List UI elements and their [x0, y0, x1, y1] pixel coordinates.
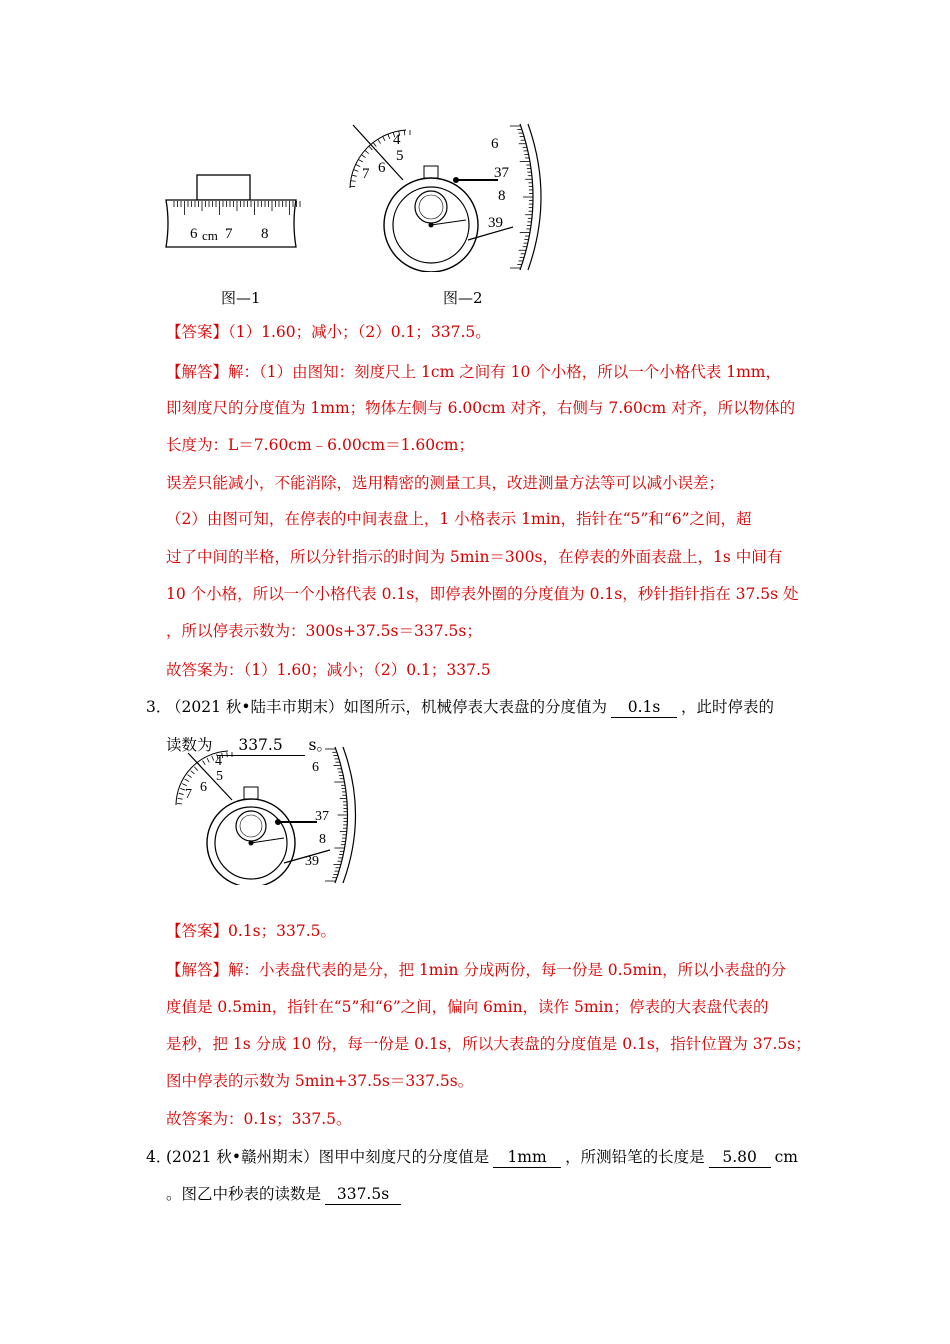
svg-text:8: 8: [498, 188, 506, 204]
ruler-label-7: 7: [225, 226, 233, 242]
q3-solution-line-3: 是秒，把 1s 分成 10 份，每一份是 0.1s，所以大表盘的分度值是 0.1s，指针位置为 37.5s；: [166, 1035, 811, 1053]
svg-text:5: 5: [216, 769, 223, 784]
q2-answer: [166, 322, 491, 342]
q4-stem-line-2: 。图乙中秒表的读数是 337.5s: [166, 1184, 405, 1205]
q2-solution-line-2: 即刻度尺的分度值为 1mm；物体左侧与 6.00cm 对齐，右侧与 7.60cm 对齐，所以物体的: [166, 399, 796, 417]
ruler-label-cm: cm: [202, 228, 218, 243]
svg-text:6: 6: [200, 780, 207, 795]
q3-solution-line-1: 【解答】解：小表盘代表的是分，把 1min 分成两份，每一份是 0.5min，所以小表盘的分: [166, 961, 787, 979]
q3-solution-line-4: 图中停表的示数为 5min+37.5s＝337.5s。: [166, 1072, 474, 1090]
ruler-label-8: 8: [261, 226, 269, 242]
stopwatch-figure-2: [348, 122, 558, 272]
figure-caption-2: 图—2: [443, 289, 483, 307]
figure-caption-1: 图—1: [221, 289, 261, 307]
q2-solution-line-8: ，所以停表示数为：300s+37.5s＝337.5s；: [166, 622, 482, 640]
q2-final-answer: 故答案为：（1）1.60；减小；（2）0.1；337.5: [166, 661, 491, 679]
q4-blank-1: 1mm: [493, 1147, 561, 1168]
solution-tag: 【解答】: [166, 961, 229, 979]
q3-number: 3．: [146, 698, 172, 716]
q2-solution-line-5: （2）由图可知，在停表的中间表盘上，1 小格表示 1min，指针在“5”和“6”之间，超: [166, 510, 752, 528]
svg-text:7: 7: [362, 166, 370, 182]
svg-text:5: 5: [396, 148, 404, 164]
solution-tag: 【解答】: [166, 363, 229, 381]
answer-text: 0.1s；337.5。: [228, 922, 336, 940]
q2-solution-line-1: 【解答】解：（1）由图知：刻度尺上 1cm 之间有 10 个小格，所以一个小格代表 1mm，: [166, 363, 781, 381]
q3-answer: [166, 921, 336, 941]
q2-solution-line-3: 长度为：L＝7.60cm﹣6.00cm＝1.60cm；: [166, 436, 474, 454]
answer-tag: 【答案】: [166, 922, 229, 940]
q3-solution-line-2: 度值是 0.5min，指针在“5”和“6”之间，偏向 6min，读作 5min；停表的大表盘代表的: [166, 998, 769, 1016]
q4-blank-2: 5.80: [709, 1147, 771, 1168]
q4-blank-3: 337.5s: [325, 1184, 401, 1205]
svg-text:37: 37: [315, 809, 329, 824]
q2-solution-line-6: 过了中间的半格，所以分针指示的时间为 5min＝300s，在停表的外面表盘上，1s 中间有: [166, 548, 783, 566]
q4-number: 4．: [146, 1148, 172, 1166]
svg-text:8: 8: [319, 832, 326, 847]
answer-tag: 【答案】: [166, 323, 229, 341]
q3-final-answer: 故答案为：0.1s；337.5。: [166, 1110, 352, 1128]
svg-text:4: 4: [215, 754, 222, 769]
ruler-label-6: 6: [190, 226, 198, 242]
svg-text:37: 37: [494, 165, 509, 181]
svg-text:7: 7: [185, 787, 192, 802]
q4-stem-line-1: (2021 秋•赣州期末）图甲中刻度尺的分度值是 1mm ，所测铅笔的长度是 5.80 cm: [166, 1148, 798, 1166]
svg-text:6: 6: [491, 136, 499, 152]
answer-text: （1）1.60；减小；（2）0.1；337.5。: [228, 323, 491, 341]
svg-text:39: 39: [488, 215, 503, 231]
q3-stem-line-2: 读数为 337.5 s。: [166, 736, 332, 754]
svg-text:6: 6: [312, 760, 319, 775]
q3-blank-1: 0.1s: [611, 697, 677, 718]
svg-text:4: 4: [393, 132, 401, 148]
svg-text:6: 6: [378, 160, 386, 176]
q3-blank-2: 337.5: [217, 735, 305, 756]
ruler-figure: [160, 170, 305, 250]
stopwatch-figure-3: [172, 745, 362, 885]
q2-solution-line-4: 误差只能减小，不能消除，选用精密的测量工具，改进测量方法等可以减小误差；: [166, 474, 725, 492]
q2-solution-line-7: 10 个小格，所以一个小格代表 0.1s，即停表外圈的分度值为 0.1s，秒针指针指在 37.5s 处: [166, 585, 799, 603]
svg-text:39: 39: [305, 854, 319, 869]
q3-stem-line-1: （2021 秋•陆丰市期末）如图所示，机械停表大表盘的分度值为 0.1s ，此时停表的: [166, 698, 775, 716]
